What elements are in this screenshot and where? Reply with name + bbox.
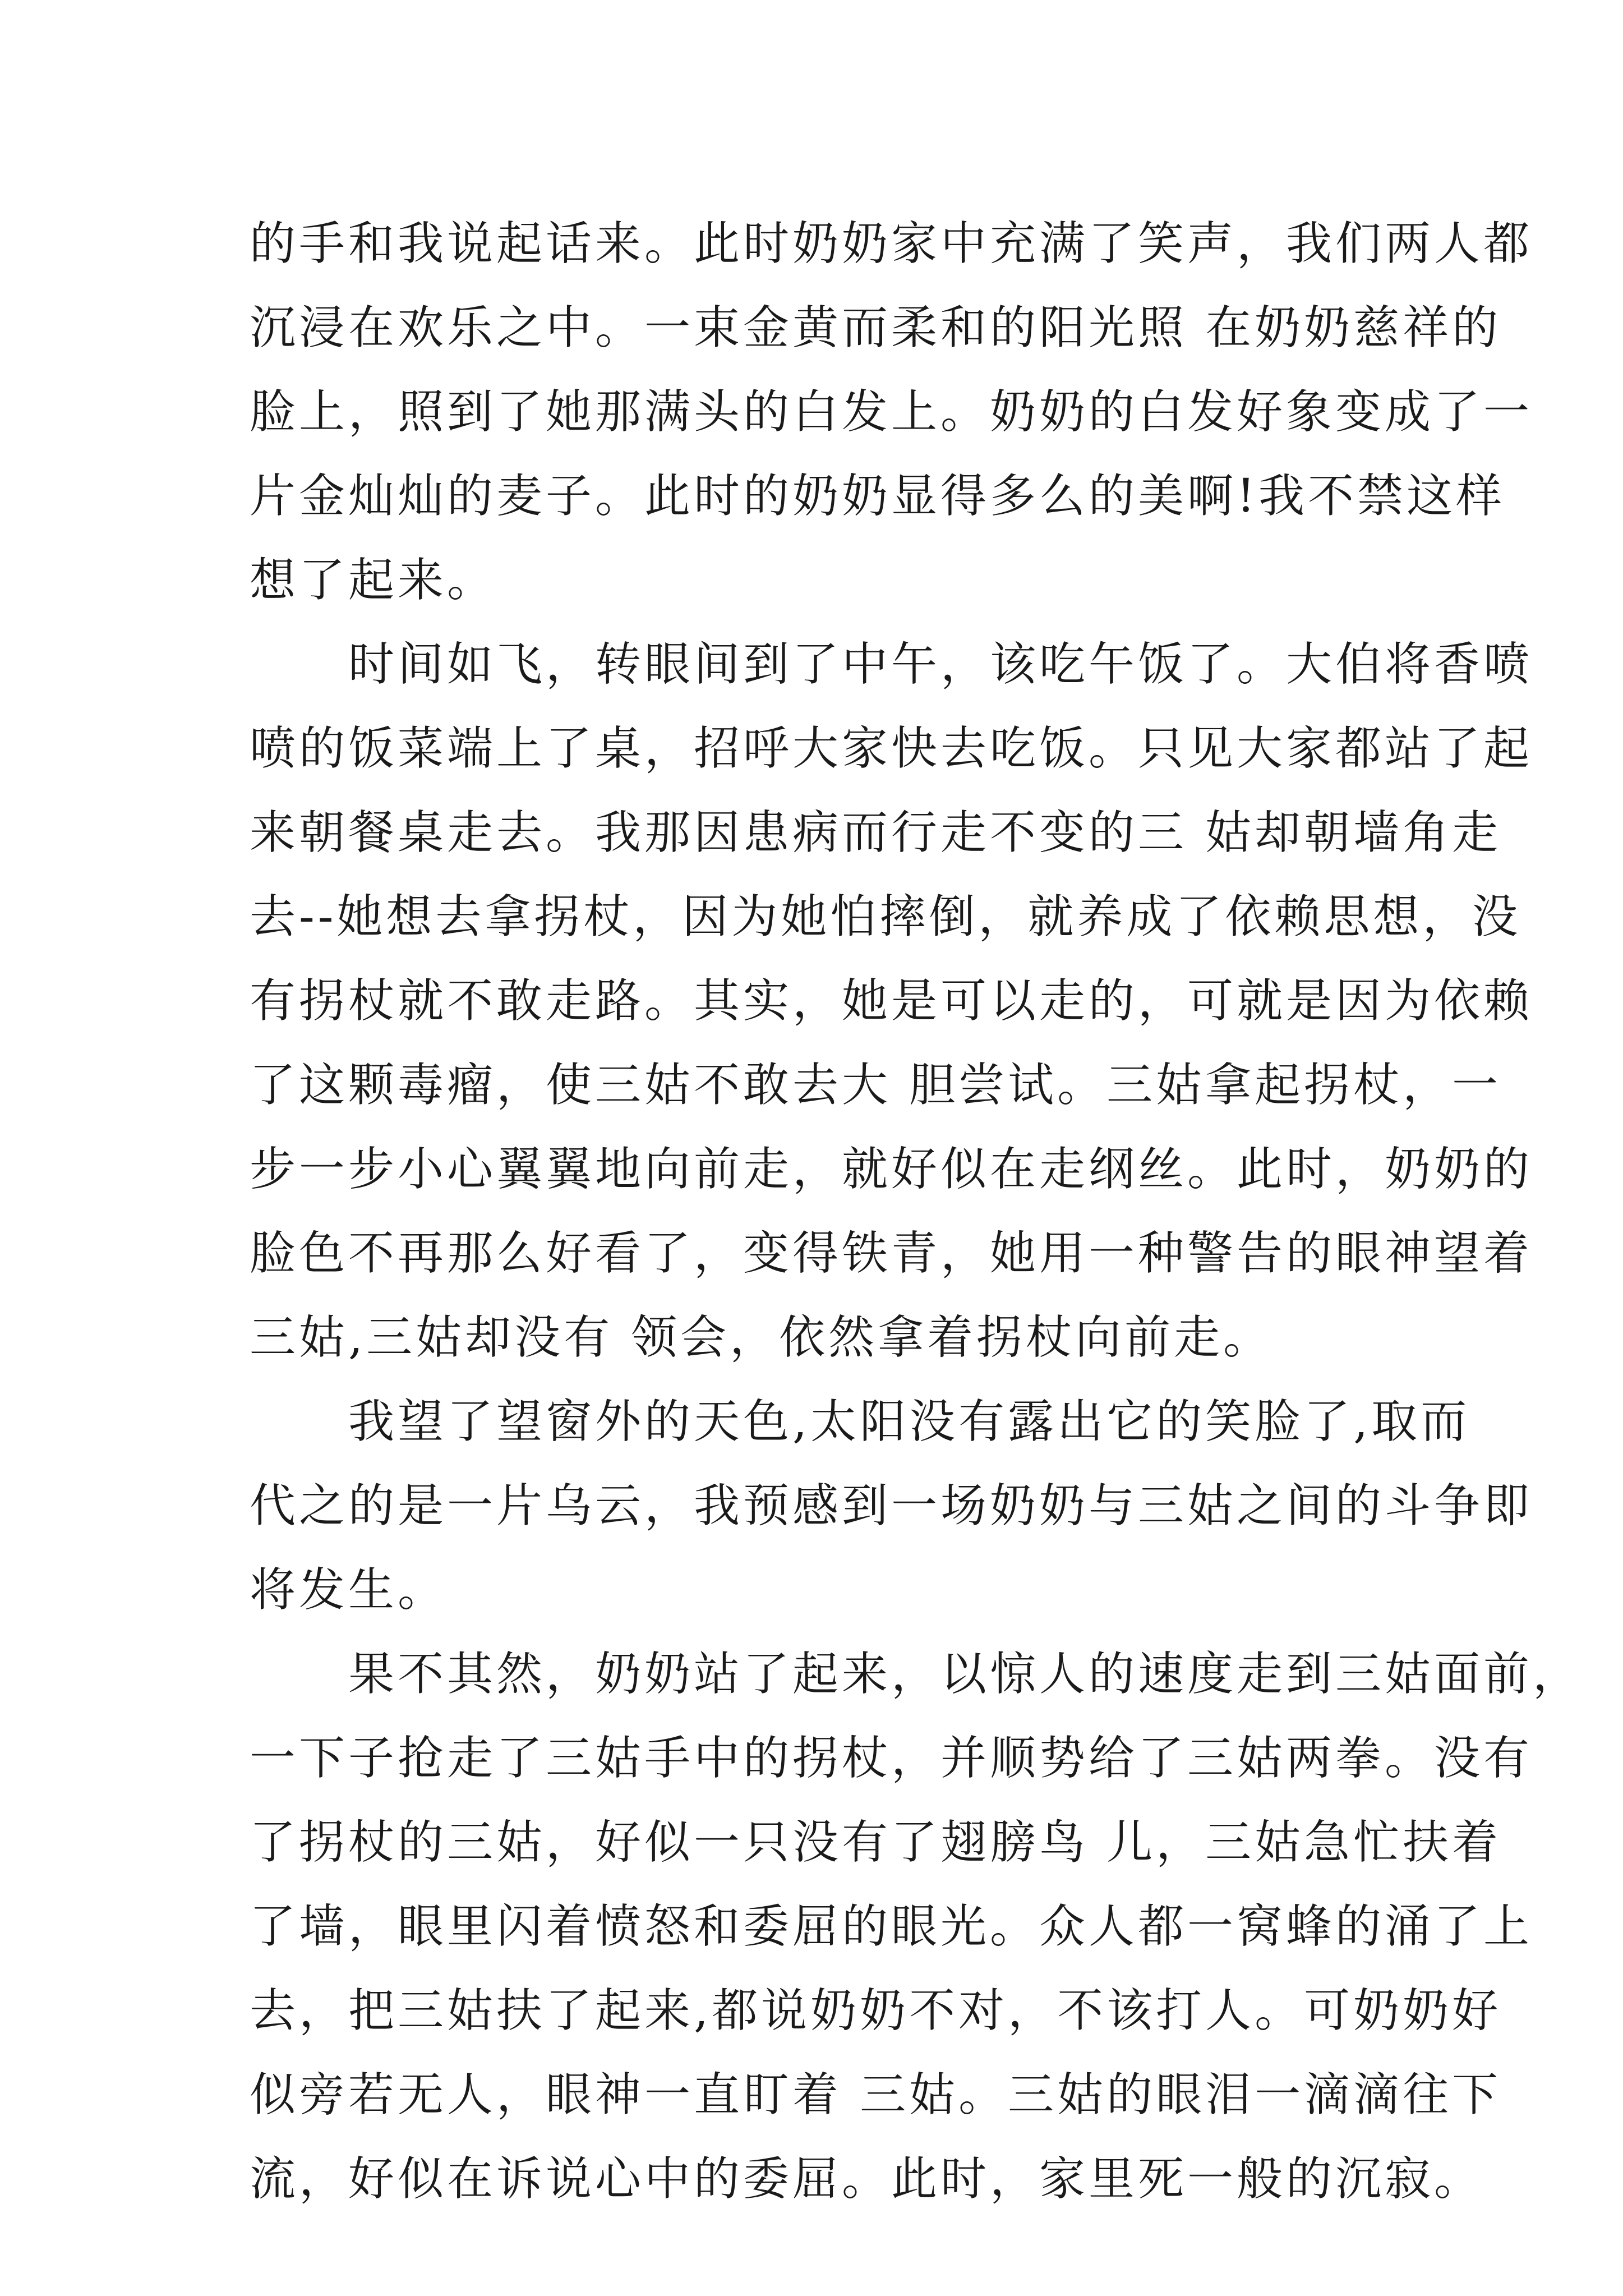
- text-line: 来朝餐桌走去。我那因患病而行走不变的三 姑却朝墙角走: [250, 806, 1502, 859]
- text-line: 片金灿灿的麦子。此时的奶奶显得多么的美啊!我不禁这样: [250, 470, 1505, 523]
- text-line: 脸上，照到了她那满头的白发上。奶奶的白发好象变成了一: [250, 385, 1533, 439]
- text-line: 想了起来。: [250, 554, 497, 607]
- text-line: 了拐杖的三姑，好似一只没有了翅膀鸟 儿，三姑急忙扶着: [250, 1816, 1502, 1869]
- text-line: 我望了望窗外的天色,太阳没有露出它的笑脸了,取而: [250, 1395, 1470, 1448]
- body-text: [250, 202, 1583, 2221]
- text-line: 去，把三姑扶了起来,都说奶奶不对，不该打人。可奶奶好: [250, 1984, 1502, 2037]
- text-line: 将发生。: [250, 1563, 448, 1617]
- text-line: 了这颗毒瘤，使三姑不敢去大 胆尝试。三姑拿起拐杖，一: [250, 1059, 1502, 1112]
- text-line: 果不其然，奶奶站了起来，以惊人的速度走到三姑面前，: [250, 1648, 1583, 1701]
- text-line: 三姑,三姑却没有 领会，依然拿着拐杖向前走。: [250, 1311, 1273, 1364]
- text-line: 时间如飞，转眼间到了中午，该吃午饭了。大伯将香喷: [250, 638, 1533, 691]
- text-line: 一下子抢走了三姑手中的拐杖，并顺势给了三姑两拳。没有: [250, 1732, 1533, 1785]
- text-line: 脸色不再那么好看了，变得铁青，她用一种警告的眼神望着: [250, 1227, 1533, 1280]
- text-line: 去--她想去拿拐杖，因为她怕摔倒，就养成了依赖思想，没: [250, 890, 1521, 944]
- text-line: 沉浸在欢乐之中。一束金黄而柔和的阳光照 在奶奶慈祥的: [250, 301, 1502, 355]
- text-line: 流，好似在诉说心中的委屈。此时，家里死一般的沉寂。: [250, 2152, 1484, 2206]
- text-line: 代之的是一片乌云，我预感到一场奶奶与三姑之间的斗争即: [250, 1479, 1533, 1533]
- text-line: 有拐杖就不敢走路。其实，她是可以走的，可就是因为依赖: [250, 974, 1533, 1028]
- text-line: 的手和我说起话来。此时奶奶家中充满了笑声，我们两人都: [250, 217, 1533, 270]
- text-line: 了墙，眼里闪着愤怒和委屈的眼光。众人都一窝蜂的涌了上: [250, 1900, 1533, 1953]
- text-line: 似旁若无人，眼神一直盯着 三姑。三姑的眼泪一滴滴往下: [250, 2068, 1502, 2122]
- text-line: 喷的饭菜端上了桌，招呼大家快去吃饭。只见大家都站了起: [250, 722, 1533, 775]
- text-line: 步一步小心翼翼地向前走，就好似在走纲丝。此时，奶奶的: [250, 1143, 1533, 1196]
